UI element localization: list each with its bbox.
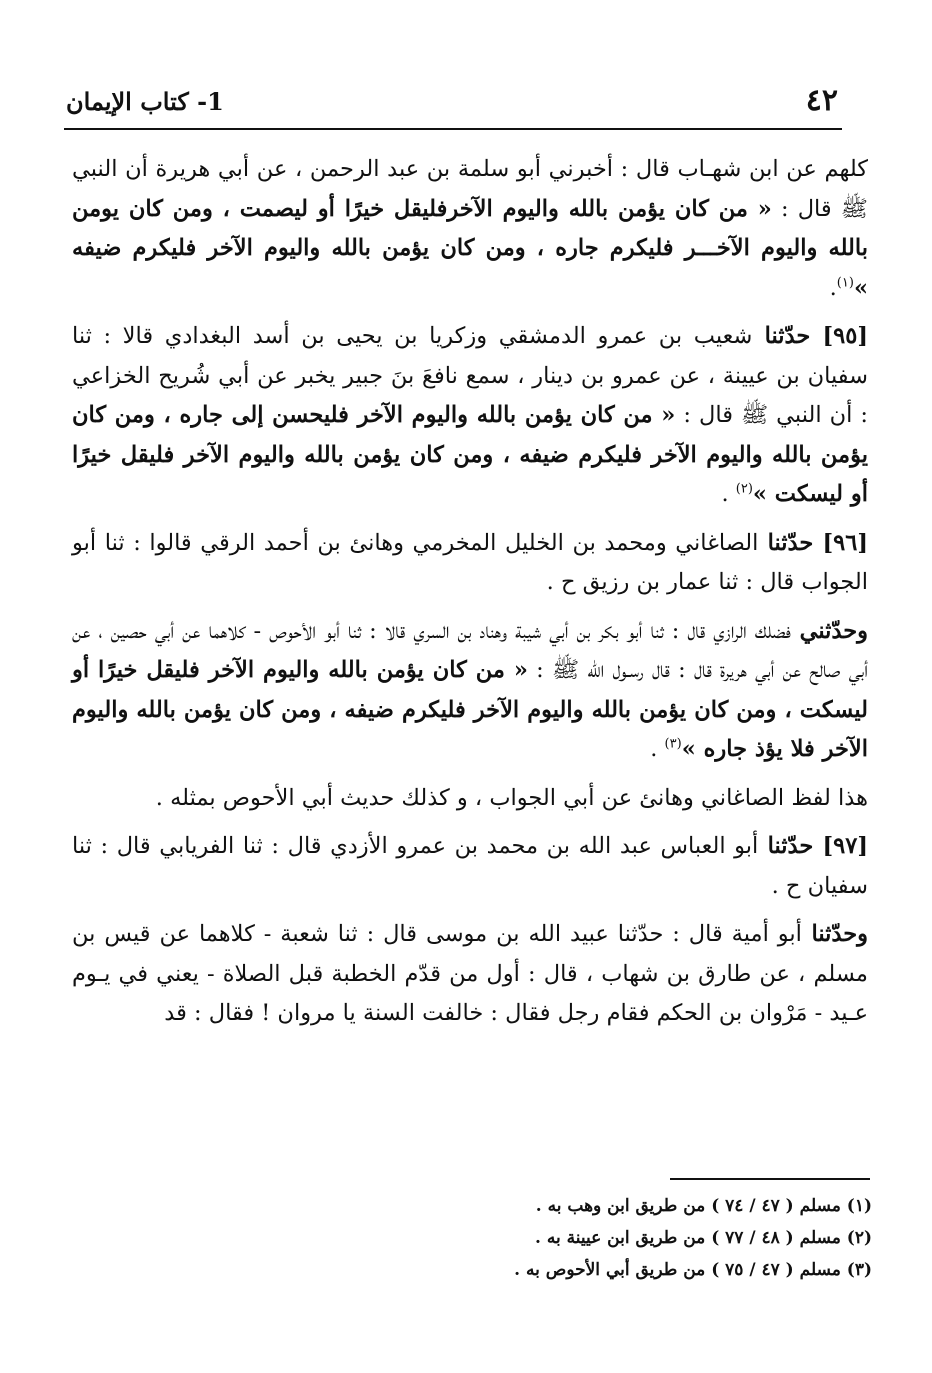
footnote-marker: (١)	[836, 275, 854, 290]
page-number: ٤٢	[805, 83, 838, 118]
bold-text: « من كان يؤمن بالله واليوم الآخر فليقل خيرًا أو ليسكت ، ومن كان يؤمن بالله واليوم الآخر فليكرم ضيفه ، ومن كان يؤمن بالله واليوم الآخر فلا يؤذ جاره »	[72, 657, 868, 762]
bold-text: [٩٥] حدّثنا	[752, 323, 868, 349]
bold-text: « من كان يؤمن بالله واليوم الآخر فليحسن إلى جاره ، ومن كان يؤمن بالله واليوم الآخر فليكرم ضيفه ، ومن كان يؤمن بالله واليوم الآخر فليقل خيرًا أو ليسكت »	[72, 402, 868, 507]
text-paragraph	[72, 150, 868, 308]
text-segment: أبو أمية قال : حدّثنا عبيد الله بن موسى قال : ثنا شعبة - كلاهما عن قيس بن مسلم ، عن طارق بن شهاب ، قال : أول من قدّم الخطبة قبل الصلاة - يعني في يـوم عـيد - مَرْوان بن الحكم فقام رجل فقال : خالفت السنة يا مروان ! فقال : قد	[72, 921, 868, 1026]
bold-text: [٩٦] حدّثنا	[758, 529, 868, 556]
text-paragraph	[72, 612, 868, 770]
text-segment: أبو العباس عبد الله بن محمد بن عمرو الأزدي قال : ثنا الفريابي قال : ثنا سفيان ح .	[72, 833, 868, 899]
bold-text: وحدّثنا	[801, 921, 869, 947]
text-segment: شعيب بن عمرو الدمشقي وزكريا بن يحيى بن أسد البغدادي قالا : ثنا سفيان بن عيينة ، عن عمرو بن دينار ، سمع نافعَ بنَ جبير يخبر عن أبي شُريح الخزاعي : أن النبي ﷺ قال :	[72, 323, 868, 428]
text-paragraph	[72, 779, 868, 819]
footnote-marker: (٢)	[735, 481, 753, 497]
text-paragraph	[72, 524, 868, 603]
footnotes	[72, 1190, 872, 1286]
text-segment: هذا لفظ الصاغاني وهانئ عن أبي الجواب ، و كذلك حديث أبي الأحوص بمثله .	[155, 784, 868, 811]
text-paragraph	[72, 827, 868, 906]
text-segment: .	[721, 481, 736, 507]
text-segment: .	[829, 274, 837, 301]
text-segment: الصاغاني ومحمد بن الخليل المخرمي وهانئ بن أحمد الرقي قالوا : ثنا أبو الجواب قال : ثنا عمار بن رزيق ح .	[72, 529, 868, 595]
text-segment: .	[650, 736, 665, 762]
header-rule	[64, 128, 842, 130]
bold-text: « من كان يؤمن بالله واليوم الآخرفليقل خيرًا أو ليصمت ، ومن كان يومن بالله واليوم الآخـــر فليكرم جاره ، ومن كان يؤمن بالله واليوم الآخر فليكرم ضيفه »	[72, 195, 868, 301]
page-header	[66, 84, 838, 124]
footnote: (٣) مسلم ( ٤٧ / ٧٥ ) من طريق أبي الأحوص به .	[514, 1260, 872, 1280]
footnote: (٢) مسلم ( ٤٨ / ٧٧ ) من طريق ابن عيينة به .	[535, 1228, 872, 1248]
main-text	[72, 150, 868, 1043]
footnote-marker: (٣)	[664, 736, 682, 752]
footnote-rule	[670, 1178, 870, 1180]
text-segment: فضلك الرازي قال : ثنا أبو بكر بن أبي شيبة وهناد بن السري قالا : ثنا أبو الأحوص - كلاهما عن أبي حصين ، عن أبي صالح عن أبي هريرة قال : قال رسـول الله ﷺ :	[72, 617, 868, 683]
book-title: 1- كتاب الإيمان	[66, 87, 224, 116]
text-paragraph	[72, 317, 868, 515]
bold-text: وحدّثني	[790, 617, 868, 644]
text-paragraph	[72, 915, 868, 1034]
footnote: (١) مسلم ( ٤٧ / ٧٤ ) من طريق ابن وهب به .	[535, 1196, 872, 1216]
bold-text: [٩٧] حدّثنا	[758, 833, 868, 859]
text-segment: كلهم عن ابن شهـاب قال : أخبرني أبو سلمة بن عبد الرحمن ، عن أبي هريرة أن النبي ﷺ قال :	[72, 156, 868, 222]
